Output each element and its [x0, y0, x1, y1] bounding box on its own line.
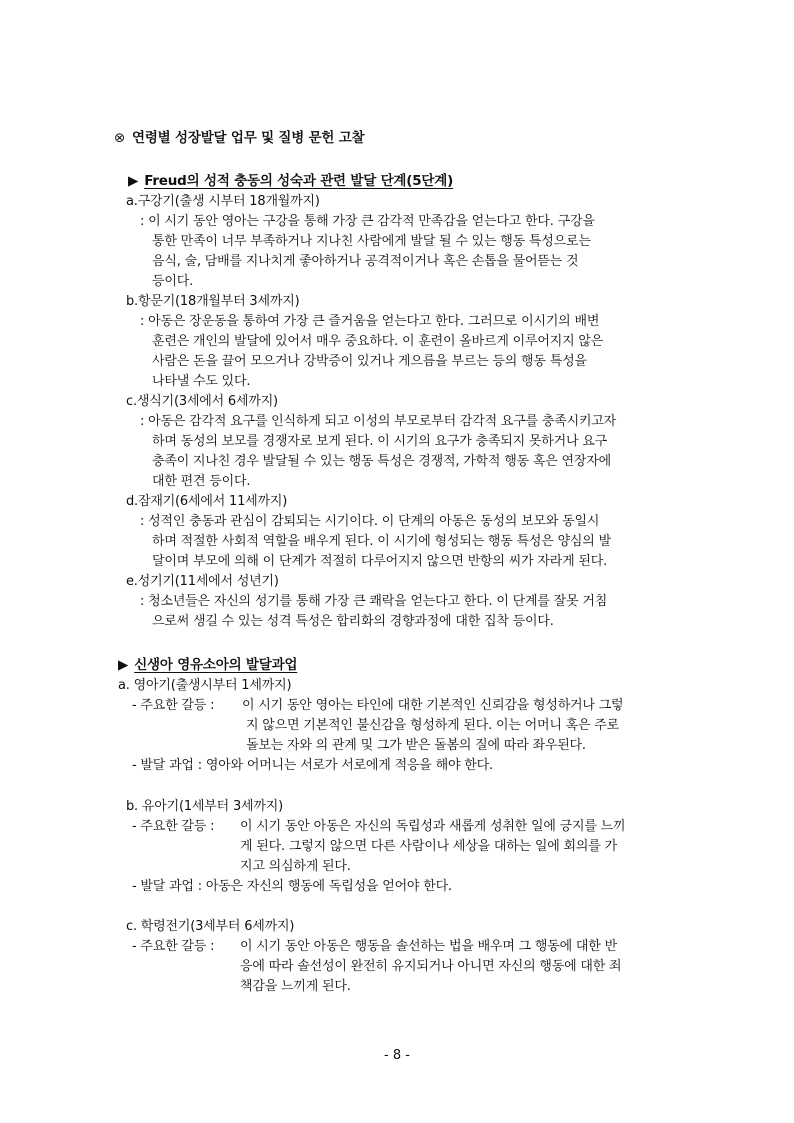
circled-x-icon: ⊗ [114, 130, 126, 146]
stage-text-line: : 청소년들은 자신의 성기를 통해 가장 큰 쾌락을 얻는다고 한다. 이 단계를 잘못 거침 [140, 594, 608, 609]
stage-text-line: 하며 적절한 사회적 역할을 배우게 된다. 이 시기에 형성되는 행동 특성은 양심의 발 [152, 534, 611, 549]
stage-text-line: 으로써 생길 수 있는 성격 특성은 합리화의 경향과정에 대한 집착 등이다. [152, 614, 554, 629]
stage-label: e.성기기(11세에서 성년기) [126, 574, 279, 589]
stage-text-line: 달이며 부모에 의해 이 단계가 적절히 다루어지지 않으면 반항의 씨가 자라게 된다. [152, 554, 608, 569]
stage-label: b. 유아기(1세부터 3세까지) [126, 799, 283, 814]
page-number: - 8 - [384, 1048, 410, 1063]
stage-text-line: 충족이 지나친 경우 발달될 수 있는 행동 특성은 경쟁적, 가학적 행동 혹은 연장자에 [152, 454, 611, 469]
task-line: - 발달 과업 : 영아와 어머니는 서로가 서로에게 적응을 해야 한다. [132, 758, 493, 773]
conflict-text-line: 게 된다. 그렇지 않으면 다른 사람이나 세상을 대하는 일에 회의를 가 [240, 839, 617, 854]
conflict-text-line: 돌보는 자와 의 관계 및 그가 받은 돌봄의 질에 따라 좌우된다. [246, 738, 586, 753]
stage-text-line: 통한 만족이 너무 부족하거나 지나친 사람에게 발달 될 수 있는 행동 특성으로는 [152, 234, 591, 249]
stage-text-line: 등이다. [152, 274, 194, 289]
section2-heading-text: 신생아 영유소아의 발달과업 [134, 657, 298, 673]
conflict-label: - 주요한 갈등 : [132, 939, 215, 954]
stage-label: a. 영아기(출생시부터 1세까지) [118, 678, 292, 693]
stage-label: a.구강기(출생 시부터 18개월까지) [126, 194, 320, 209]
stage-text-line: : 아동은 감각적 요구를 인식하게 되고 이성의 부모로부터 감각적 요구를 충족시키고자 [140, 414, 617, 429]
stage-text-line: 음식, 술, 담배를 지나치게 좋아하거나 공격적이거나 혹은 손톱을 물어뜯는 것 [152, 254, 579, 269]
conflict-text-line: 이 시기 동안 아동은 행동을 솔선하는 법을 배우며 그 행동에 대한 반 [240, 939, 617, 954]
task-line: - 발달 과업 : 아동은 자신의 행동에 독립성을 얻어야 한다. [132, 879, 452, 894]
conflict-text-line: 이 시기 동안 아동은 자신의 독립성과 새롭게 성취한 일에 긍지를 느끼 [240, 819, 626, 834]
stage-text-line: 대한 편견 등이다. [152, 474, 251, 489]
conflict-text-line: 이 시기 동안 영아는 타인에 대한 기본적인 신뢰감을 형성하거나 그렇 [242, 698, 624, 713]
stage-text-line: : 이 시기 동안 영아는 구강을 통해 가장 큰 감각적 만족감을 얻는다고 한다. 구강을 [140, 214, 595, 229]
stage-text-line: : 성적인 충동과 관심이 감퇴되는 시기이다. 이 단계의 아동은 동성의 보모와 동일시 [140, 514, 600, 529]
stage-text-line: 사람은 돈을 끌어 모으거나 강박증이 있거나 게으름을 부르는 등의 행동 특성을 [152, 354, 587, 369]
stage-label: d.잠재기(6세에서 11세까지) [126, 494, 288, 509]
stage-text-line: 나타낼 수도 있다. [152, 374, 251, 389]
conflict-text-line: 책감을 느끼게 된다. [240, 979, 351, 994]
stage-text-line: 하며 동성의 보모를 경쟁자로 보게 된다. 이 시기의 요구가 충족되지 못하거나 요구 [152, 434, 608, 449]
stage-text-line: : 아동은 장운동을 통하여 가장 큰 즐거움을 얻는다고 한다. 그러므로 이시기의 배변 [140, 314, 600, 329]
stage-label: b.항문기(18개월부터 3세까지) [126, 294, 300, 309]
section1-heading [128, 171, 453, 191]
stage-label: c. 학령전기(3세부터 6세까지) [126, 919, 295, 934]
triangle-bullet-icon: ▶ [118, 657, 129, 673]
section2-heading [118, 655, 297, 675]
triangle-bullet-icon: ▶ [128, 173, 139, 189]
title-text: 연령별 성장발달 업무 및 질병 문헌 고찰 [132, 130, 365, 146]
conflict-text-line: 지 않으면 기본적인 불신감을 형성하게 된다. 이는 어머니 혹은 주로 [246, 718, 619, 733]
conflict-label: - 주요한 갈등 : [132, 698, 215, 713]
section1-heading-text: Freud의 성적 충동의 성숙과 관련 발달 단계(5단계) [144, 173, 454, 189]
document-title [114, 128, 364, 148]
stage-text-line: 훈련은 개인의 발달에 있어서 매우 중요하다. 이 훈련이 올바르게 이루어지지 않은 [152, 334, 604, 349]
conflict-text-line: 응에 따라 솔선성이 완전히 유지되거나 아니면 자신의 행동에 대한 죄 [240, 959, 622, 974]
stage-label: c.생식기(3세에서 6세까지) [126, 394, 278, 409]
conflict-text-line: 지고 의심하게 된다. [240, 859, 351, 874]
conflict-label: - 주요한 갈등 : [132, 819, 215, 834]
